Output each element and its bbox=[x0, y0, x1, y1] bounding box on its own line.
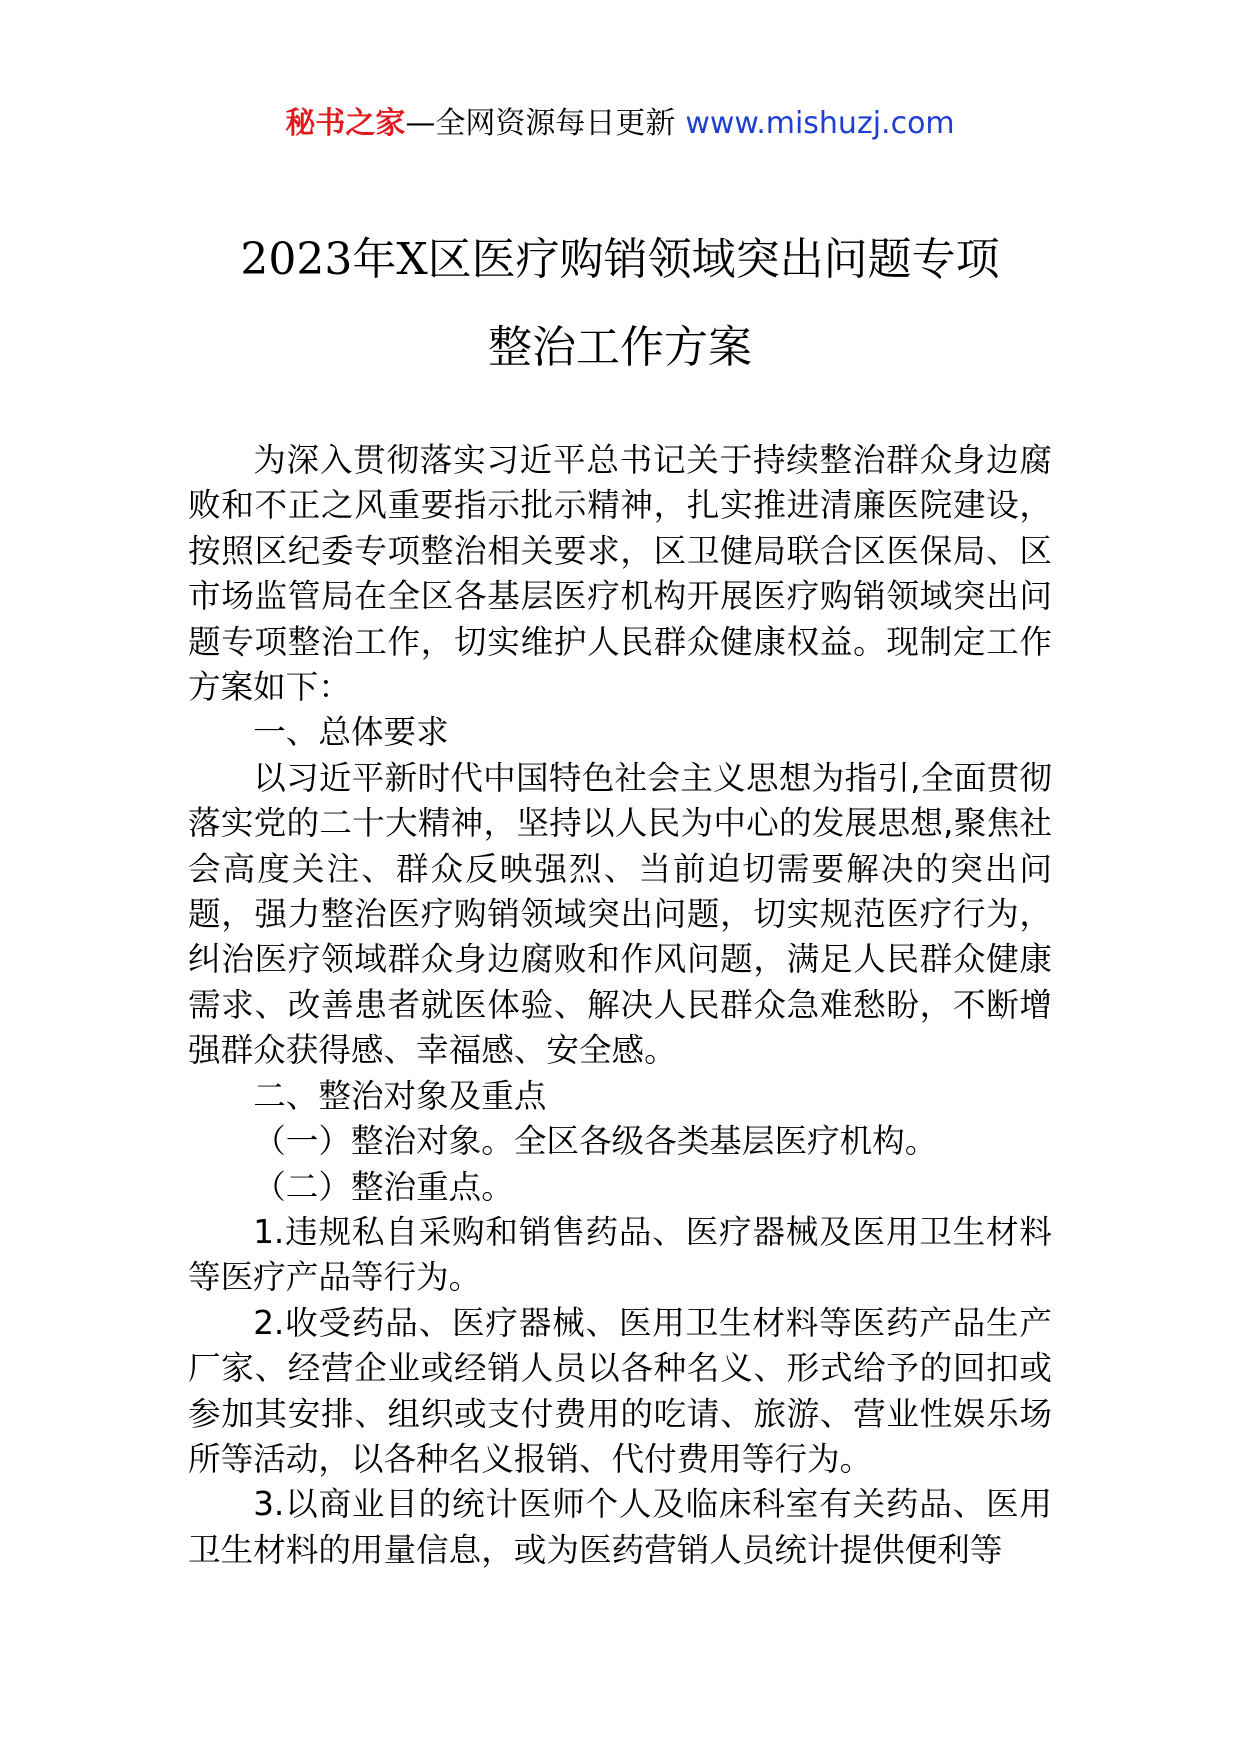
site-brand: 秘书之家 bbox=[285, 106, 406, 141]
subsection-targets: （一）整治对象。全区各级各类基层医疗机构。 bbox=[253, 1122, 938, 1161]
paragraph-intro: 为深入贯彻落实习近平总书记关于持续整治群众身边腐败和不正之风重要指示批示精神，扎实推进清廉医院建设，按照区纪委专项整治相关要求，区卫健局联合区医保局、区市场监管局在全区各基层医疗机构开展医疗购销领域突出问题专项整治工作，切实维护人民群众健康权益。现制定工作方案如下： bbox=[188, 441, 1052, 707]
focus-item-2: 2.收受药品、医疗器械、医用卫生材料等医药产品生产厂家、经营企业或经销人员以各种名义、形式给予的回扣或参加其安排、组织或支付费用的吃请、旅游、营业性娱乐场所等活动，以各种名义报销、代付费用等行为。 bbox=[188, 1303, 1052, 1478]
section-heading-targets-and-focus: 二、整治对象及重点 bbox=[253, 1076, 547, 1115]
focus-item-3: 3.以商业目的统计医师个人及临床科室有关药品、医用卫生材料的用量信息，或为医药营销人员统计提供便利等 bbox=[188, 1485, 1052, 1569]
title-line-1: 2023年X区医疗购销领域突出问题专项 bbox=[240, 234, 1000, 285]
document-title bbox=[150, 228, 1090, 404]
site-header bbox=[0, 100, 1240, 148]
focus-item-1: 1.违规私自采购和销售药品、医疗器械及医用卫生材料等医疗产品等行为。 bbox=[188, 1212, 1052, 1297]
document-body bbox=[188, 438, 1052, 1573]
subsection-focus: （二）整治重点。 bbox=[253, 1167, 514, 1206]
section-heading-general-requirements: 一、总体要求 bbox=[253, 713, 449, 752]
site-url-link[interactable]: www.mishuzj.com bbox=[685, 106, 955, 141]
title-line-2: 整治工作方案 bbox=[488, 322, 752, 373]
paragraph-general-requirements: 以习近平新时代中国特色社会主义思想为指引,全面贯彻落实党的二十大精神，坚持以人民为中心的发展思想,聚焦社会高度关注、群众反映强烈、当前迫切需要解决的突出问题，强力整治医疗购销领域突出问题，切实规范医疗行为，纠治医疗领域群众身边腐败和作风问题，满足人民群众健康需求、改善患者就医体验、解决人民群众急难愁盼，不断增强群众获得感、幸福感、安全感。 bbox=[188, 758, 1052, 1070]
site-tagline: —全网资源每日更新 bbox=[405, 106, 676, 141]
